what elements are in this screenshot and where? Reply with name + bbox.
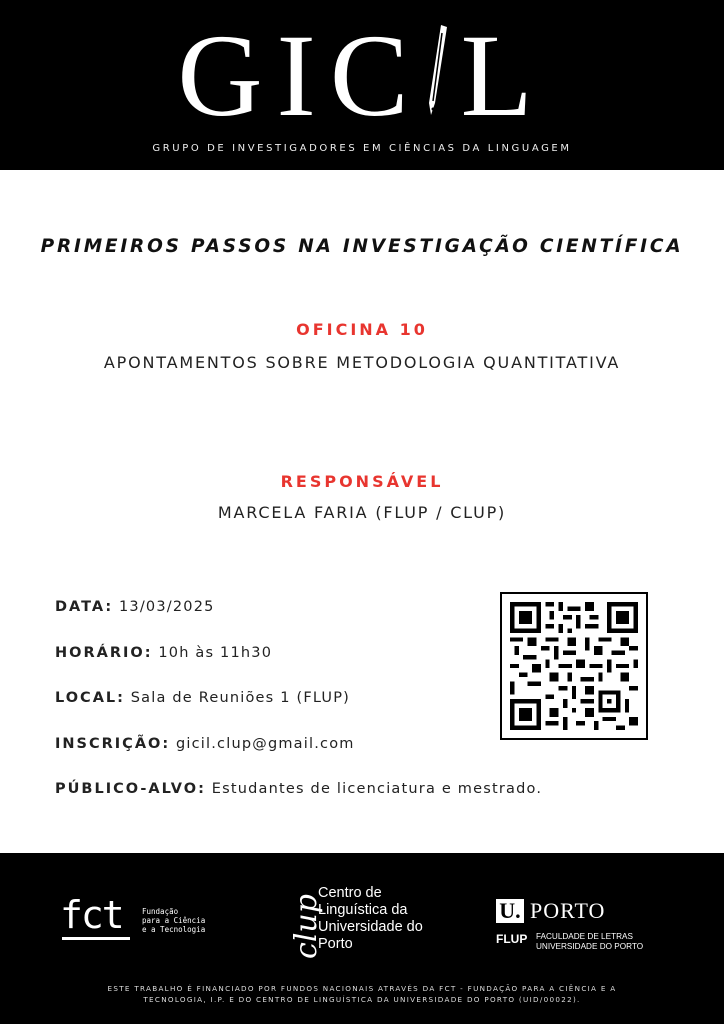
- detail-audience: [55, 781, 542, 797]
- detail-value: Estudantes de licenciatura e mestrado.: [211, 781, 543, 797]
- detail-label: INSCRIÇÃO:: [55, 736, 171, 752]
- fct-logo: [60, 895, 210, 947]
- logo-text-left: GIC: [177, 10, 423, 141]
- detail-location: [55, 690, 350, 706]
- funding-note: ESTE TRABALHO É FINANCIADO POR FUNDOS NACIONAIS ATRAVÉS DA FCT - FUNDAÇÃO PARA A CIÊNCIA E A TECNOLOGIA, I.P. E DO CENTRO DE LINGUÍSTICA DA UNIVERSIDADE DO PORTO (UID/00022).: [107, 984, 617, 1004]
- clup-line: Linguística da: [318, 902, 408, 918]
- pen-icon: [425, 23, 451, 119]
- fct-underline: [62, 937, 130, 940]
- uporto-u-mark: U.: [496, 899, 524, 923]
- detail-value: 10h às 11h30: [158, 645, 273, 661]
- qr-code[interactable]: [500, 592, 648, 740]
- fct-text: Fundação para a Ciência e a Tecnologia: [142, 907, 206, 934]
- gicl-logo: [0, 6, 724, 146]
- detail-registration: [55, 736, 355, 752]
- detail-label: DATA:: [55, 599, 114, 615]
- detail-time: [55, 645, 272, 661]
- footer-banner: [0, 853, 724, 1024]
- detail-value[interactable]: gicil.clup@gmail.com: [175, 736, 355, 752]
- qr-code-icon: [510, 602, 638, 730]
- detail-value: Sala de Reuniões 1 (FLUP): [130, 690, 351, 706]
- detail-label: PÚBLICO-ALVO:: [55, 781, 206, 797]
- detail-label: LOCAL:: [55, 690, 125, 706]
- faculty-text: FACULDADE DE LETRAS UNIVERSIDADE DO PORTO: [536, 932, 644, 951]
- clup-line: Universidade do: [318, 919, 423, 935]
- clup-line: Porto: [318, 936, 353, 952]
- detail-date: [55, 599, 215, 615]
- detail-value: 13/03/2025: [119, 599, 215, 615]
- responsible-name: MARCELA FARIA (FLUP / CLUP): [217, 503, 507, 522]
- responsible-label: RESPONSÁVEL: [280, 472, 444, 491]
- detail-label: HORÁRIO:: [55, 645, 153, 661]
- header-banner: [0, 0, 724, 170]
- uporto-logo: [496, 899, 666, 959]
- group-subtitle: GRUPO DE INVESTIGADORES EM CIÊNCIAS DA LINGUAGEM: [152, 143, 572, 154]
- clup-text: [318, 885, 423, 953]
- fct-mark: fct: [60, 893, 123, 937]
- uporto-word: PORTO: [530, 898, 606, 923]
- workshop-topic: APONTAMENTOS SOBRE METODOLOGIA QUANTITATIVA: [103, 353, 621, 372]
- clup-script: clup: [288, 894, 324, 959]
- series-title: PRIMEIROS PASSOS NA INVESTIGAÇÃO CIENTÍFICA: [40, 236, 684, 257]
- workshop-label: OFICINA 10: [296, 320, 428, 339]
- clup-logo: [280, 883, 440, 963]
- clup-line: Centro de: [318, 885, 382, 901]
- flup-mark: FLUP: [496, 932, 528, 946]
- logo-text-right: L: [460, 10, 547, 141]
